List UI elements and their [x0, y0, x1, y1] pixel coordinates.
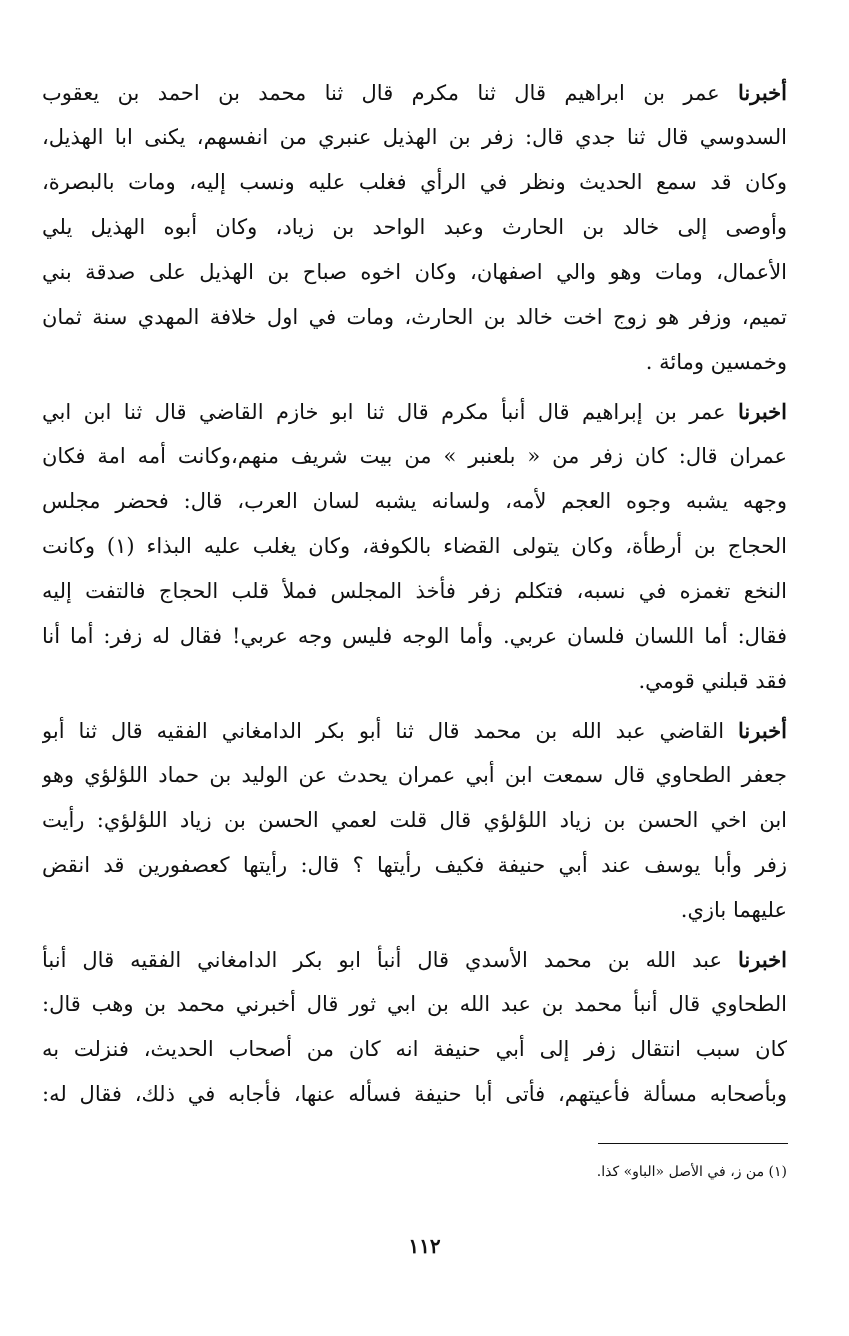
paragraph-3 — [42, 708, 787, 933]
text-line: عمران قال: كان زفر من « بلعنبر » من بيت شريف منهم،وكانت أمه امة فكان — [42, 444, 787, 468]
text-line: الطحاوي قال أنبأ محمد بن عبد الله بن ابي ثور قال أخبرني محمد بن وهب قال: — [42, 992, 787, 1016]
text-line: وجهه يشبه وجوه العجم لأمه، ولسانه يشبه لسان العرب، قال: فحضر مجلس — [42, 489, 787, 513]
lead-word: اخبرنا — [738, 399, 787, 424]
text-line: الحجاج بن أرطأة، وكان يتولى القضاء بالكوفة، وكان يغلب عليه البذاء (١) وكانت — [42, 534, 787, 558]
lead-word: أخبرنا — [738, 718, 787, 743]
text-line: الأعمال، ومات وهو والي اصفهان، وكان اخوه صباح بن الهذيل على صدقة بني — [42, 260, 787, 284]
text-line: جعفر الطحاوي قال سمعت ابن أبي عمران يحدث عن الوليد بن حماد اللؤلؤي وهو — [42, 763, 787, 787]
paragraph-2 — [42, 389, 787, 704]
line-text: عبد الله بن محمد الأسدي قال أنبأ ابو بكر الدامغاني الفقيه قال أنبأ — [42, 948, 723, 972]
text-line: ابن اخي الحسن بن زياد اللؤلؤي قال قلت لعمي الحسن بن زياد اللؤلؤي: رأيت — [42, 808, 787, 832]
text-line: وأوصى إلى خالد بن الحارث وعبد الواحد بن زياد، وكان أبوه الهذيل يلي — [42, 215, 787, 239]
line-text: عمر بن ابراهيم قال ثنا مكرم قال ثنا محمد بن احمد بن يعقوب — [42, 81, 720, 105]
text-line: فقد قبلني قومي. — [638, 669, 787, 693]
text-line: تميم، وزفر هو زوج اخت خالد بن الحارث، ومات في اول خلافة المهدي سنة ثمان — [42, 305, 787, 329]
page-number: ١١٢ — [408, 1234, 441, 1258]
page-body — [42, 70, 787, 1117]
text-line: كان سبب انتقال زفر إلى أبي حنيفة انه كان من أصحاب الحديث، فنزلت به — [42, 1037, 787, 1061]
text-line: السدوسي قال ثنا جدي قال: زفر بن الهذيل عنبري من انفسهم، يكنى ابا الهذيل، — [42, 125, 787, 149]
text-line: عليهما بازي. — [680, 898, 787, 922]
paragraph-1 — [42, 70, 787, 385]
footnote-separator — [598, 1143, 788, 1144]
paragraph-4 — [42, 937, 787, 1117]
lead-word: أخبرنا — [738, 80, 787, 105]
footnote: (١) من ز، في الأصل «الباو» كذا. — [596, 1164, 787, 1180]
text-line: زفر وأبا يوسف عند أبي حنيفة فكيف رأيتها ؟ قال: رأيتها كعصفورين قد انقض — [42, 853, 787, 877]
text-line: وبأصحابه مسألة فأعيتهم، فأتى أبا حنيفة فسأله عنها، فأجابه في ذلك، فقال له: — [42, 1082, 787, 1106]
line-text: القاضي عبد الله بن محمد قال ثنا أبو بكر الدامغاني الفقيه قال ثنا أبو — [42, 719, 725, 743]
text-line: وكان قد سمع الحديث ونظر في الرأي فغلب عليه ونسب إليه، ومات بالبصرة، — [42, 170, 787, 194]
text-line — [42, 389, 787, 434]
text-line — [42, 70, 787, 115]
text-line — [42, 937, 787, 982]
text-line: فقال: أما اللسان فلسان عربي. وأما الوجه فليس وجه عربي! فقال له زفر: أما أنا — [42, 624, 787, 648]
text-line: وخمسين ومائة . — [645, 350, 787, 374]
lead-word: اخبرنا — [738, 947, 787, 972]
text-line: النخع تغمزه في نسبه، فتكلم زفر فأخذ المجلس فملأ قلب الحجاج فالتفت إليه — [42, 579, 787, 603]
line-text: عمر بن إبراهيم قال أنبأ مكرم قال ثنا ابو خازم القاضي قال ثنا ابن ابي — [42, 400, 726, 424]
text-line — [42, 708, 787, 753]
